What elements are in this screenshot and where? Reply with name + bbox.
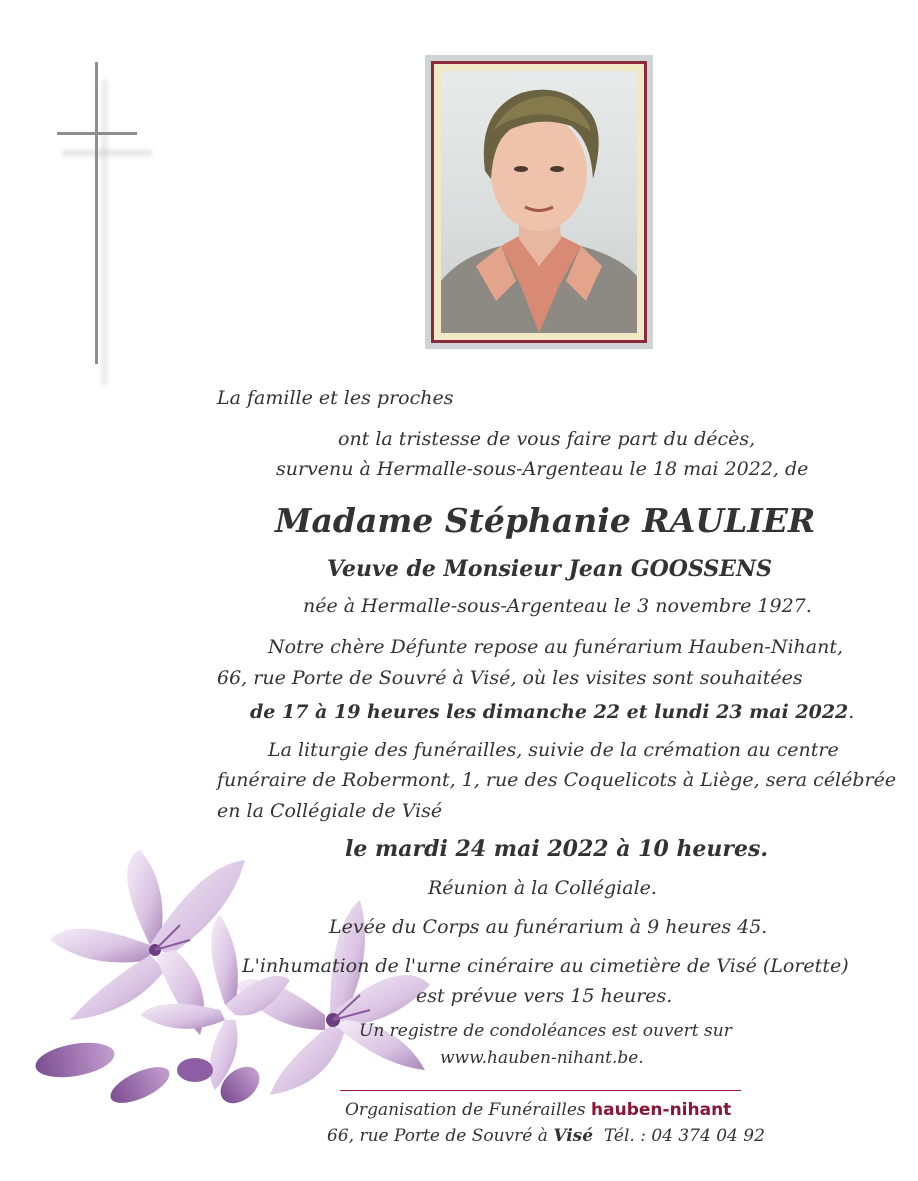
brand-logo: hauben-nihant: [591, 1100, 732, 1120]
footer-address-prefix: 66, rue Porte de Souvré à: [327, 1126, 548, 1146]
footer-address: [327, 1126, 765, 1146]
levee-text: Levée du Corps au funérarium à 9 heures 45.: [329, 916, 768, 938]
inhumation-line2: est prévue vers 15 heures.: [416, 985, 673, 1007]
liturgy-line2: funéraire de Robermont, 1, rue des Coquelicots à Liège, sera célébrée: [217, 769, 897, 791]
liturgy-line3: en la Collégiale de Visé: [217, 800, 443, 822]
visitation-hours-bold: de 17 à 19 heures les dimanche 22 et lundi 23 mai 2022: [250, 701, 849, 723]
registry-url[interactable]: www.hauben-nihant.be.: [440, 1048, 644, 1068]
deceased-name: Madame Stéphanie RAULIER: [275, 501, 816, 540]
visitation-line1: Notre chère Défunte repose au funérarium Hauben-Nihant,: [268, 636, 844, 658]
intro-survenu: survenu à Hermalle-sous-Argenteau le 18 mai 2022, de: [276, 458, 809, 480]
footer-organisation: [345, 1100, 731, 1120]
footer-org-prefix: Organisation de Funérailles: [345, 1100, 586, 1120]
deceased-spouse: Veuve de Monsieur Jean GOOSSENS: [327, 556, 773, 582]
liturgy-line1: La liturgie des funérailles, suivie de la crémation au centre: [268, 739, 839, 761]
lily-flowers-image: [30, 845, 450, 1110]
intro-family: La famille et les proches: [217, 387, 454, 409]
registry-line1: Un registre de condoléances est ouvert sur: [359, 1021, 732, 1041]
cross-icon: [95, 62, 98, 364]
deceased-birth: née à Hermalle-sous-Argenteau le 3 novembre 1927.: [303, 595, 812, 617]
liturgy-date: le mardi 24 mai 2022 à 10 heures.: [345, 836, 769, 862]
meeting-text: Réunion à la Collégiale.: [428, 877, 657, 899]
portrait-photo: [441, 71, 637, 333]
cross-icon-bar: [57, 132, 137, 135]
footer-divider: [340, 1090, 741, 1091]
footer-phone: Tél. : 04 374 04 92: [603, 1126, 765, 1146]
cross-shadow: [62, 148, 152, 158]
visitation-hours-end: .: [848, 701, 855, 723]
inhumation-line1: L'inhumation de l'urne cinéraire au cimetière de Visé (Lorette): [242, 955, 849, 977]
visitation-hours: [250, 701, 854, 723]
footer-city: Visé: [553, 1126, 594, 1146]
intro-tristesse: ont la tristesse de vous faire part du décès,: [338, 428, 756, 450]
cross-shadow: [100, 80, 109, 385]
visitation-line2: 66, rue Porte de Souvré à Visé, où les visites sont souhaitées: [217, 667, 803, 689]
